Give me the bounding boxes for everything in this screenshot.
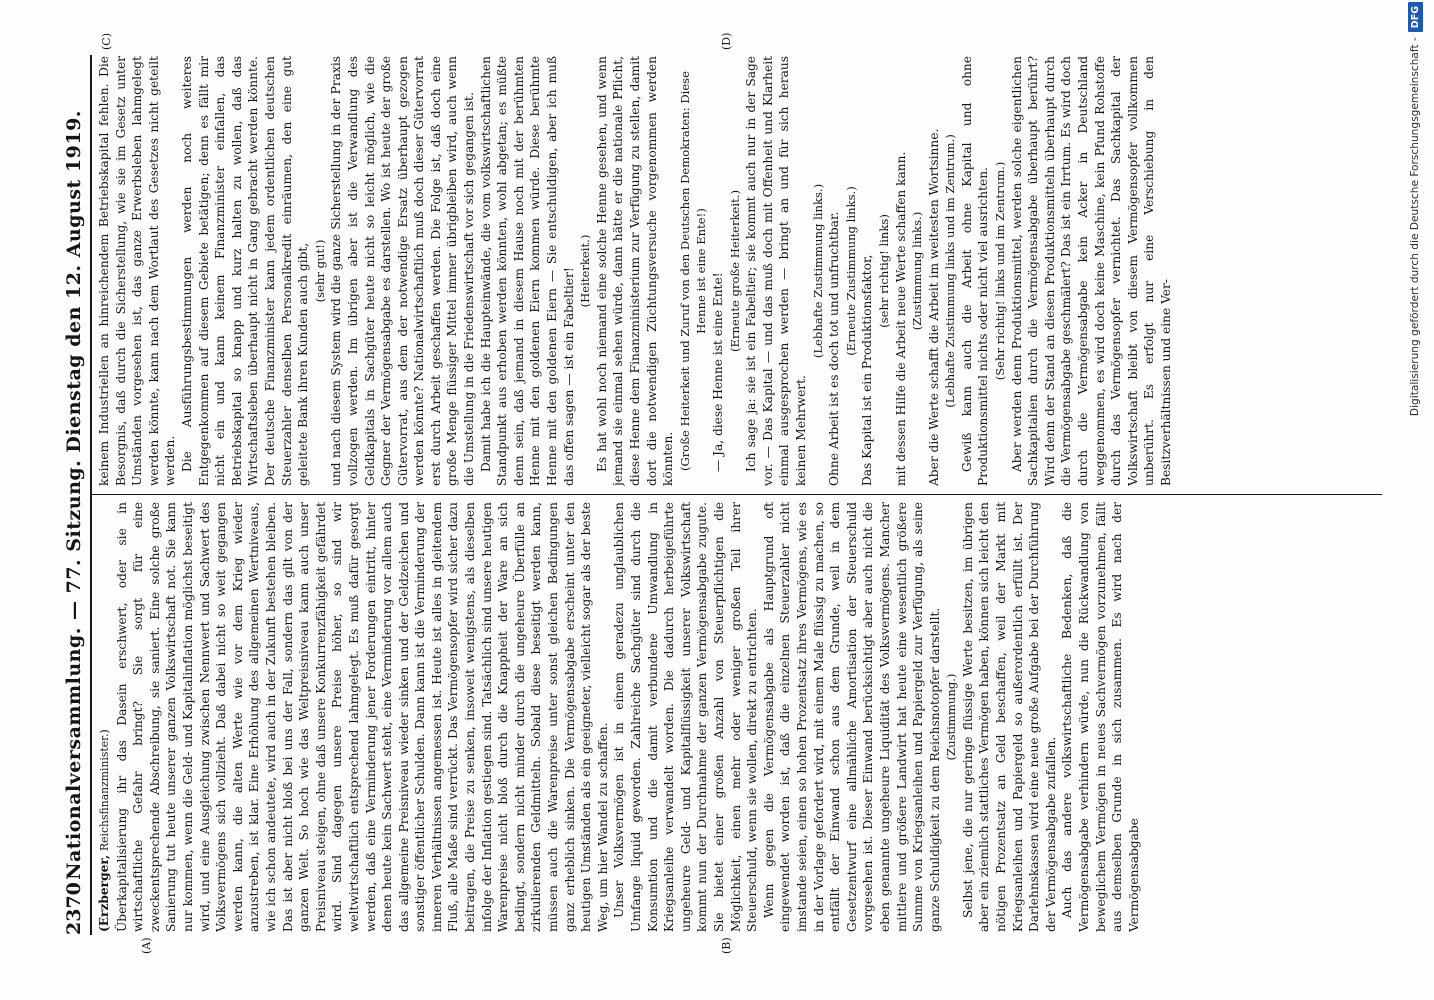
header-rule — [90, 55, 92, 935]
paragraph: und nach diesem System wird die ganze Sicherstellung in der Praxis vollzogen werden. Im übrigen aber ist die Verwandlung des Geldkapitals in Sachgüter heute nicht so leicht möglich, wie die Gegner der Vermögensabgabe es darstellen. Wo ist heute der große Gütervorrat, aus dem der notwendige Ersatz überhaupt gezogen werden könnte? Nationalwirtschaftlich muß doch dieser Gütervorrat erst durch Arbeit geschaffen werden. Die Folge ist, daß doch eine große Menge flüssiger Mittel immer übrigbleiben wird, auch wenn die Umstellung in die Friedenswirtschaft vor sich gegangen ist. — [329, 56, 477, 486]
page-number: 2370 — [63, 882, 85, 935]
speaker-line — [96, 502, 114, 932]
paragraph: Ohne Arbeit ist es doch tot und unfruchtbar. — [827, 211, 842, 486]
interjection: (sehr gut!) — [312, 239, 327, 303]
page-header — [60, 55, 88, 935]
paragraph: Damit habe ich die Haupteinwände, die vom volkswirtschaftlichen Standpunkt aus erhoben werden könnten, wohl abgetan; es müßte denn sein, daß jemand in diesem Hause noch mit der berühmten Henne mit den goldenen Eiern kommen würde. Diese berühmte Henne mit den goldenen Eiern — Sie entschuldigen, aber ich muß das offen sagen — ist ein Fabeltier! — [478, 56, 576, 486]
digitization-notice — [1398, 2, 1432, 998]
margin-marker-a: (A) — [140, 937, 153, 954]
paragraph: Aber werden denn Produktionsmittel, werden solche eigentlichen Sachkapitalien durch die Vermögensabgabe überhaupt berührt? Wird denn der Stand an diesen Produktionsmitteln überhaupt durch die Vermögensabgabe geschmälert? Das ist ein Irrtum. Es wird doch durch die Vermögensabgabe kein Acker in Deutschland weggenommen, es wird doch keine Maschine, kein Pfund Rohstoffe durch das Vermögensopfer vernichtet. Das Sachkapital der Volkswirtschaft bleibt von diesem Vermögensopfer vollkommen unberührt. Es erfolgt nur eine Verschiebung in den Besitzverhältnissen und eine Ver- — [1009, 56, 1173, 486]
paragraph: — Ja, diese Henne ist eine Ente! — [710, 272, 725, 472]
paragraph: Selbst jene, die nur geringe flüssige Werte besitzen, im übrigen aber ein ziemlich stattliches Vermögen haben, können sich leicht den nötigen Prozentsatz an Geld beschaffen, weil der Markt mit Kriegsanleihen und Papiergeld so außerordentlich erfüllt ist. Der Darlehnskassen wird eine neue große Aufgabe bei der Durchführung der Vermögensabgabe zufallen. — [960, 502, 1058, 932]
column-divider — [92, 494, 1382, 495]
dfg-logo: DFG — [1408, 2, 1423, 32]
speaker-role: Reichsfinanzminister.) — [98, 729, 111, 851]
paragraph: Überkapitalisierung ihr das Dasein erschwert, oder sie in wirtschaftliche Gefahr bringt? Sie sorgt für eine zweckentsprechende Abschreibung, sie saniert. Eine solche große Sanierung tut heute unserer ganzen Volkswirtschaft not. Sie kann nur kommen, wenn die Geld- und Kapitalinflation möglichst beseitigt wird, und eine Ausgleichung zwischen Nennwert und Sachwert des Volksvermögens sich vollzieht. Daß dabei nicht so weit gegangen werden kann, die alten Werte wie vor dem Krieg wieder anzustreben, ist klar. Eine Erhöhung des allgemeinen Wertniveaus, wie ich schon andeutete, wird auch in der Zukunft bestehen bleiben. Das ist aber nicht bloß bei uns der Fall, sondern das gilt von der ganzen Welt. So hoch wie das Weltpreisniveau kann auch unser Preisniveau steigen, ohne daß unsere Konkurrenzfähigkeit gefährdet wird. Sind dagegen unsere Preise höher, so sind wir weltwirtschaftlich entsprechend lahmgelegt. Es muß dafür gesorgt werden, daß eine Verminderung jener Forderungen eintritt, hinter denen heute kein Sachwert steht, eine Verminderung vor allem auch das allgemeine Preisniveau wieder sinken und der Geldzeichen und sonstiger öffentlicher Schulden. Dann kann ist die Verminderung der inneren Verhältnissen angemessen ist. Heute ist alles in gleitendem Fluß, alle Maße sind verrückt. Das Vermögensopfer wird sicher dazu beitragen, die Preise zu senken, insoweit wenigstens, als dieselben infolge der Inflation gestiegen sind. Tatsächlich sind unsere heutigen Warenpreise nicht bloß durch die Knappheit der Ware an sich bedingt, sondern nicht minder durch die ungeheure Überfülle an zirkulierenden Geldmitteln. Sobald diese beseitigt werden kann, müssen auch die Warenpreise unter sonst gleichen Bedingungen ganz erheblich sinken. Die Vermögensabgabe erscheint unter den heutigen Umständen als ein geeigneter, vielleicht sogar als der beste Weg, um hier Wandel zu schaffen. — [114, 502, 610, 932]
interjection: (Zustimmung links.) — [910, 211, 925, 331]
paragraph: Ich sage ja: sie ist ein Fabeltier; sie kommt auch nur in der Sage vor. — Das Kapital — und das muß doch mit Offenheit und Klarheit einmal ausgesprochen werden — bringt an und für sich heraus keinen Mehrwert. — [744, 56, 808, 486]
paragraph: Auch das andere volkswirtschaftliche Bedenken, daß die Vermögensabgabe verhindern würde, nun die Rückwandlung von beweglichem Vermögen in neues Sachvermögen vorzunehmen, fällt aus demselben Grunde in sich zusammen. Es wird nach der Vermögensabgabe — [1060, 502, 1141, 932]
margin-marker-d: (D) — [720, 32, 733, 50]
interjection: (Heiterkeit.) — [578, 234, 593, 308]
paragraph: Die Ausführungsbestimmungen werden noch weiteres Entgegenkommen auf diesem Gebiete betätigen; denn es fällt mir nicht ein und kann keinem Finanzminister einfallen, das Betriebskapital so knapp und kurz halten zu wollen, daß das Wirtschaftsleben überhaupt nicht in Gang gebracht werden könnte. Der deutsche Finanzminister kann jedem ordentlichen deutschen Steuerzahler denselben Personalkredit einräumen, den eine gut geleitete Bank ihren Kunden auch gibt, — [179, 56, 311, 486]
paragraph: Aber die Werte schafft die Arbeit im weitesten Wortsinne. — [926, 128, 941, 486]
digitization-text — [1398, 2, 1432, 998]
left-column — [96, 502, 1386, 932]
running-title: Nationalversammlung. — 77. Sitzung. Dienstag den 12. August 1919. — [63, 110, 85, 880]
interjection: (Lebhafte Zustimmung links und im Zentrum.) — [943, 134, 958, 408]
paragraph: mit dessen Hilfe die Arbeit neue Werte schaffen kann. — [893, 151, 908, 486]
paragraph: keinem Industriellen an hinreichendem Betriebskapital fehlen. Die Besorgnis, daß durch die Sicherstellung, wie sie im Gesetz unter Umständen vorgesehen ist, das ganze Erwerbsleben lahmgelegt werden könnte, kann nach dem Wortlaut des Gesetzes nicht geteilt werden. — [97, 56, 178, 486]
margin-marker-b: (B) — [720, 937, 733, 954]
margin-marker-c: (C) — [100, 33, 113, 50]
interjection: (Lebhafte Zustimmung links.) — [810, 183, 825, 359]
interjection: (sehr richtig! links) — [876, 214, 891, 328]
digitization-notice-text: Digitalisierung gefördert durch die Deutsche Forschungsgemeinschaft - — [1409, 37, 1421, 417]
right-column — [96, 56, 1386, 486]
paragraph: Es hat wohl noch niemand eine solche Henne gesehen, und wenn jemand sie einmal sehen würde, dann hätte er die nationale Pflicht, diese Henne dem Finanzministerium zur Verfügung zu stellen, damit dort die notwendigen Züchtungsversuche vorgenommen werden könnten. — [594, 56, 676, 486]
paragraph: Das Kapital ist ein Produktionsfaktor, — [860, 254, 875, 486]
interjection: (Sehr richtig! links und im Zentrum.) — [993, 161, 1008, 381]
paragraph: Gewiß kann auch die Arbeit ohne Kapital und ohne Produktionsmittel nichts oder nicht viel ausrichten. — [959, 56, 991, 486]
speaker-name: (Erzberger, — [97, 854, 111, 932]
interjection: (Erneute Zustimmung links.) — [843, 186, 858, 356]
interjection: (Große Heiterkeit und Zuruf von den Deutschen Demokraten: Diese Henne ist eine Ente!) — [677, 71, 709, 472]
paragraph: Unser Volksvermögen ist in einem geradezu unglaublichen Umfange liquid geworden. Zahlreiche Sachgüter sind durch die Konsumtion und die damit verbundene Umwandlung in Kriegsanleihe verwandelt worden. Die dadurch herbeigeführte ungeheure Geld- und Kapitalflüssigkeit unserer Volkswirtschaft kommt nun der Durchnahme der ganzen Vermögensabgabe zugute. Sie bietet einer großen Anzahl von Steuerpflichtigen die Möglichkeit, einen mehr oder weniger großen Teil ihrer Steuerschuld, wenn sie wollen, direkt zu entrichten. — [612, 502, 760, 932]
paragraph: Wenn gegen die Vermögensabgabe als Hauptgrund oft eingewendet worden ist, daß die einzelnen Steuerzahler nicht imstande seien, einen so hohen Prozentsatz ihres Vermögens, wie es in der Vorlage gefordert wird, mit einem Male flüssig zu machen, so entfällt der Einwand schon aus dem Grunde, weil in dem Gesetzentwurf eine allmähliche Amortisation der Steuerschuld vorgesehen ist. Dieser Einwand berücksichtigt aber auch nicht die eben genannte ungeheure Liquidität des Volksvermögens. Mancher mittlere und größere Landwirt hat heute eine wesentlich größere Summe von Kriegsanleihen und Papiergeld zur Verfügung, als seine ganze Schuldigkeit zu dem Reichsnotopfer darstellt. — [761, 502, 942, 932]
interjection: (Zustimmung.) — [944, 673, 959, 761]
interjection: (Erneute große Heiterkeit.) — [727, 190, 742, 352]
